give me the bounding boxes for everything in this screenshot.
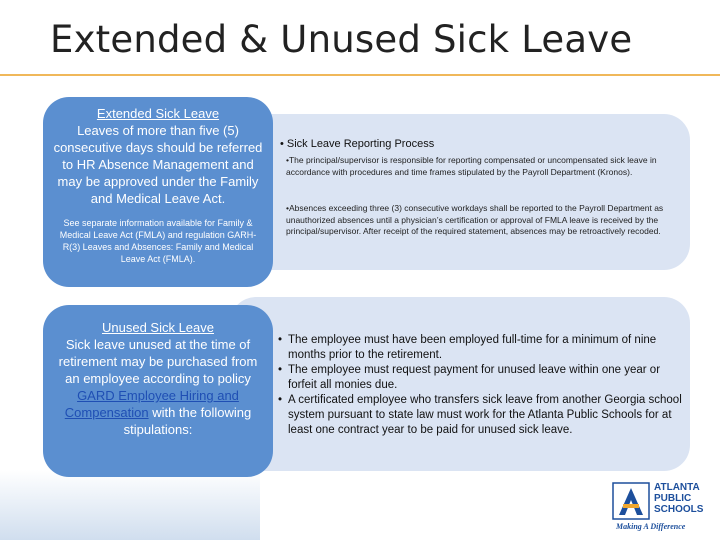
page-title: Extended & Unused Sick Leave (50, 18, 633, 61)
title-divider (0, 74, 720, 76)
list-item-text: A certificated employee who transfers sick leave from another Georgia school system pursuant to state law must work for the Atlanta Public Schools for at least one contract year to be paid for unused sick leave. (288, 394, 682, 436)
logo-line: SCHOOLS (654, 504, 704, 515)
logo-wordmark (654, 482, 703, 515)
bullet: • (280, 138, 284, 150)
logo-tagline: Making A Difference (616, 522, 686, 531)
unused-body (57, 336, 259, 438)
logo-line: ATLANTA (654, 482, 700, 493)
reporting-item: •The principal/supervisor is responsible for reporting compensated or uncompensated sick leave in accordance with procedures and time frames stipulated by the Payroll Department (Kronos). (286, 155, 657, 177)
stipulations-list (278, 333, 683, 438)
unused-body-after: with the following stipulations: (123, 405, 252, 437)
bullet: • (278, 334, 283, 346)
unused-sick-leave-box (43, 305, 273, 477)
gard-policy-link[interactable]: GARD Employee Hiring and Compensation (64, 388, 239, 420)
aps-a-icon (612, 482, 650, 520)
unused-body-before: Sick leave unused at the time of retirement may be purchased from an employee according to policy (58, 337, 258, 386)
reporting-item: •Absences exceeding three (3) consecutive workdays shall be reported to the Payroll Department as unauthorized absences until a physician’s certification or approval of FMLA leave is received by the principal/supervisor. After receipt of the required statement, absences may be retroactively recoded. (286, 203, 664, 236)
logo-line: PUBLIC (654, 493, 692, 504)
decorative-gradient (0, 470, 260, 540)
extended-body: Leaves of more than five (5) consecutive days should be referred to HR Absence Management and may be approved under the Family and Medical Leave Act. (53, 123, 263, 206)
unused-heading: Unused Sick Leave (101, 320, 214, 335)
list-item (278, 363, 683, 393)
aps-logo (610, 482, 720, 540)
reporting-heading (280, 138, 434, 150)
list-item-text: The employee must request payment for unused leave within one year or forfeit all monies due. (288, 364, 661, 391)
bullet: • (278, 364, 283, 376)
reporting-heading-text: Sick Leave Reporting Process (286, 138, 435, 150)
extended-sick-leave-box (43, 97, 273, 287)
extended-heading: Extended Sick Leave (96, 106, 220, 121)
list-item (278, 333, 683, 363)
extended-note: See separate information available for Family & Medical Leave Act (FMLA) and regulation GARH-R(3) Leaves and Absences: Family and Medical Leave Act (FMLA). (59, 218, 257, 264)
bullet: • (278, 394, 283, 406)
list-item (278, 393, 683, 438)
list-item-text: The employee must have been employed full-time for a minimum of nine months prior to the retirement. (288, 334, 657, 361)
